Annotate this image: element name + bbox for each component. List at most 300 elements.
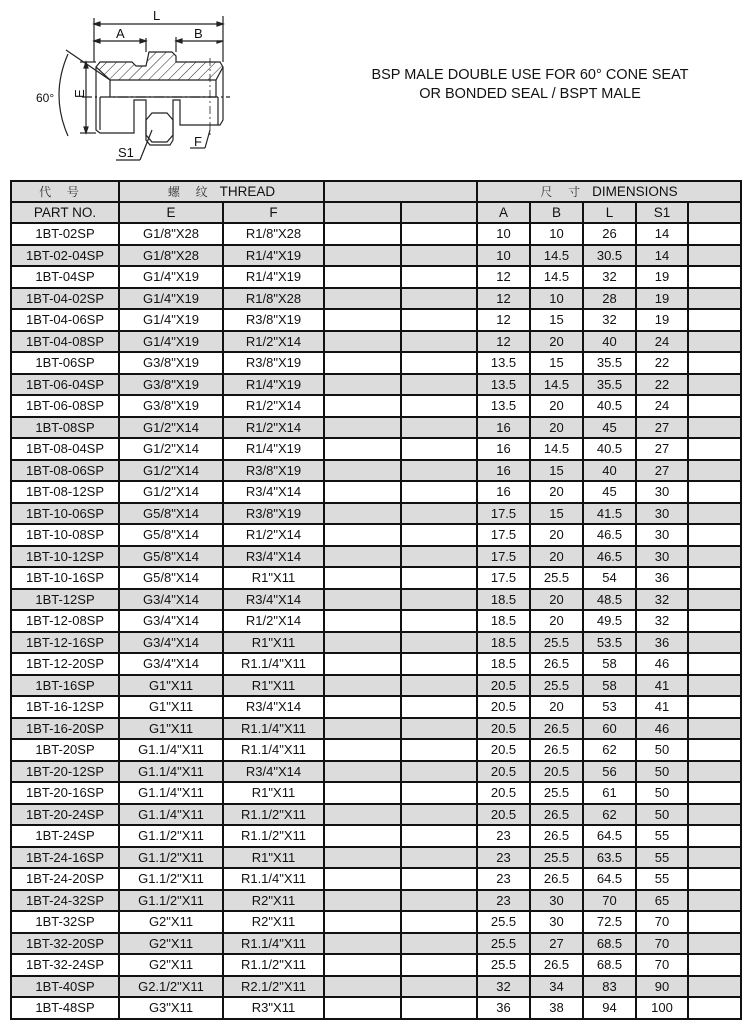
table-row <box>11 524 741 546</box>
table-row <box>11 825 741 847</box>
cell-s1: 50 <box>636 804 688 826</box>
cell-blank <box>401 825 477 847</box>
cell-s1: 14 <box>636 223 688 245</box>
cell-part: 1BT-10-06SP <box>11 503 119 525</box>
cell-e: G1/2"X14 <box>119 438 223 460</box>
cell-blank <box>688 782 741 804</box>
cell-s1: 50 <box>636 739 688 761</box>
table-row <box>11 847 741 869</box>
cell-a: 12 <box>477 288 530 310</box>
header-part-cn: 代 号 <box>11 181 119 202</box>
header-col-f: F <box>223 202 324 223</box>
label-angle: 60° <box>36 91 55 105</box>
cell-f: R1"X11 <box>223 847 324 869</box>
cell-blank <box>688 739 741 761</box>
cell-s1: 30 <box>636 524 688 546</box>
cell-e: G5/8"X14 <box>119 567 223 589</box>
cell-f: R3/4"X14 <box>223 481 324 503</box>
cell-blank <box>401 675 477 697</box>
cell-s1: 36 <box>636 567 688 589</box>
header-col-b: B <box>530 202 583 223</box>
cell-s1: 50 <box>636 782 688 804</box>
cell-e: G1.1/4"X11 <box>119 782 223 804</box>
cell-f: R1.1/2"X11 <box>223 825 324 847</box>
cell-blank <box>324 245 401 267</box>
cell-blank <box>688 245 741 267</box>
cell-part: 1BT-20-12SP <box>11 761 119 783</box>
cell-blank <box>324 868 401 890</box>
cell-blank <box>401 288 477 310</box>
cell-part: 1BT-04SP <box>11 266 119 288</box>
cell-l: 54 <box>583 567 636 589</box>
cell-l: 45 <box>583 417 636 439</box>
cell-blank <box>324 288 401 310</box>
cell-s1: 32 <box>636 589 688 611</box>
cell-a: 36 <box>477 997 530 1019</box>
cell-b: 27 <box>530 933 583 955</box>
cell-e: G1"X11 <box>119 696 223 718</box>
cell-part: 1BT-06-04SP <box>11 374 119 396</box>
cell-a: 10 <box>477 245 530 267</box>
table-row <box>11 546 741 568</box>
cell-a: 32 <box>477 976 530 998</box>
cell-b: 20 <box>530 481 583 503</box>
cell-blank <box>688 653 741 675</box>
cell-l: 53 <box>583 696 636 718</box>
cell-e: G1/2"X14 <box>119 417 223 439</box>
label-F: F <box>194 134 202 149</box>
cell-l: 46.5 <box>583 546 636 568</box>
cell-blank <box>324 739 401 761</box>
cell-a: 12 <box>477 331 530 353</box>
cell-blank <box>401 976 477 998</box>
cell-blank <box>401 481 477 503</box>
cell-b: 10 <box>530 223 583 245</box>
cell-part: 1BT-40SP <box>11 976 119 998</box>
table-row <box>11 739 741 761</box>
cell-e: G1"X11 <box>119 675 223 697</box>
cell-b: 26.5 <box>530 954 583 976</box>
cell-f: R2"X11 <box>223 890 324 912</box>
cell-blank <box>401 718 477 740</box>
header-col-l: L <box>583 202 636 223</box>
cell-e: G1.1/2"X11 <box>119 847 223 869</box>
cell-blank <box>401 266 477 288</box>
cell-part: 1BT-12-08SP <box>11 610 119 632</box>
cell-e: G1.1/4"X11 <box>119 761 223 783</box>
cell-b: 38 <box>530 997 583 1019</box>
cell-blank <box>688 352 741 374</box>
cell-blank <box>324 933 401 955</box>
cell-blank <box>401 653 477 675</box>
cell-blank <box>324 331 401 353</box>
cell-blank <box>324 546 401 568</box>
cell-f: R2"X11 <box>223 911 324 933</box>
cell-b: 20 <box>530 331 583 353</box>
cell-blank <box>324 524 401 546</box>
cell-part: 1BT-48SP <box>11 997 119 1019</box>
cell-blank <box>401 245 477 267</box>
cell-s1: 46 <box>636 718 688 740</box>
cell-part: 1BT-32SP <box>11 911 119 933</box>
cell-a: 17.5 <box>477 503 530 525</box>
cell-blank <box>688 266 741 288</box>
cell-s1: 70 <box>636 954 688 976</box>
cell-blank <box>401 933 477 955</box>
cell-part: 1BT-10-12SP <box>11 546 119 568</box>
cell-f: R1.1/4"X11 <box>223 868 324 890</box>
cell-a: 16 <box>477 417 530 439</box>
cell-l: 40.5 <box>583 438 636 460</box>
cell-blank <box>688 933 741 955</box>
cell-l: 58 <box>583 675 636 697</box>
cell-l: 28 <box>583 288 636 310</box>
cell-blank <box>401 331 477 353</box>
cell-f: R3/4"X14 <box>223 589 324 611</box>
table-row <box>11 954 741 976</box>
table-row <box>11 589 741 611</box>
cell-a: 16 <box>477 438 530 460</box>
header-blank-2 <box>401 202 477 223</box>
cell-blank <box>688 374 741 396</box>
table-row <box>11 610 741 632</box>
spec-table <box>10 180 742 1020</box>
fitting-drawing <box>30 0 240 170</box>
cell-blank <box>324 718 401 740</box>
cell-a: 23 <box>477 868 530 890</box>
cell-e: G1.1/2"X11 <box>119 890 223 912</box>
cell-a: 17.5 <box>477 546 530 568</box>
cell-l: 62 <box>583 804 636 826</box>
cell-l: 68.5 <box>583 954 636 976</box>
cell-blank <box>401 847 477 869</box>
cell-part: 1BT-32-20SP <box>11 933 119 955</box>
cell-s1: 22 <box>636 374 688 396</box>
header-col-a: A <box>477 202 530 223</box>
cell-b: 26.5 <box>530 718 583 740</box>
cell-e: G2"X11 <box>119 933 223 955</box>
cell-b: 26.5 <box>530 739 583 761</box>
table-row <box>11 997 741 1019</box>
cell-f: R1.1/4"X11 <box>223 653 324 675</box>
cell-blank <box>401 868 477 890</box>
cell-e: G3/4"X14 <box>119 610 223 632</box>
cell-blank <box>324 223 401 245</box>
cell-b: 20 <box>530 610 583 632</box>
cell-b: 20 <box>530 589 583 611</box>
cell-l: 53.5 <box>583 632 636 654</box>
cell-blank <box>324 847 401 869</box>
table-row <box>11 395 741 417</box>
cell-e: G1/4"X19 <box>119 331 223 353</box>
cell-s1: 19 <box>636 309 688 331</box>
cell-blank <box>688 868 741 890</box>
cell-e: G1.1/4"X11 <box>119 739 223 761</box>
cell-part: 1BT-24SP <box>11 825 119 847</box>
cell-blank <box>688 997 741 1019</box>
cell-blank <box>688 911 741 933</box>
cell-l: 61 <box>583 782 636 804</box>
cell-f: R1/4"X19 <box>223 266 324 288</box>
cell-blank <box>688 460 741 482</box>
cell-s1: 30 <box>636 481 688 503</box>
cell-l: 60 <box>583 718 636 740</box>
table-row <box>11 503 741 525</box>
cell-a: 20.5 <box>477 739 530 761</box>
cell-blank <box>324 503 401 525</box>
cell-blank <box>401 352 477 374</box>
cell-blank <box>401 739 477 761</box>
cell-a: 20.5 <box>477 718 530 740</box>
cell-blank <box>324 911 401 933</box>
cell-blank <box>324 309 401 331</box>
cell-blank <box>324 395 401 417</box>
table-row <box>11 632 741 654</box>
cell-s1: 100 <box>636 997 688 1019</box>
cell-b: 10 <box>530 288 583 310</box>
cell-s1: 19 <box>636 288 688 310</box>
cell-b: 20.5 <box>530 761 583 783</box>
cell-blank <box>324 696 401 718</box>
cell-b: 25.5 <box>530 847 583 869</box>
cell-f: R1.1/4"X11 <box>223 739 324 761</box>
cell-blank <box>688 890 741 912</box>
cell-blank <box>324 632 401 654</box>
cell-blank <box>401 503 477 525</box>
table-row <box>11 567 741 589</box>
cell-blank <box>324 417 401 439</box>
table-header <box>11 181 741 223</box>
cell-a: 17.5 <box>477 524 530 546</box>
cell-part: 1BT-04-06SP <box>11 309 119 331</box>
cell-part: 1BT-08SP <box>11 417 119 439</box>
table-row <box>11 266 741 288</box>
cell-part: 1BT-10-16SP <box>11 567 119 589</box>
cell-l: 41.5 <box>583 503 636 525</box>
cell-blank <box>688 546 741 568</box>
cell-e: G5/8"X14 <box>119 524 223 546</box>
cell-blank <box>688 417 741 439</box>
cell-blank <box>401 524 477 546</box>
cell-s1: 14 <box>636 245 688 267</box>
cell-e: G1/2"X14 <box>119 460 223 482</box>
cell-blank <box>324 438 401 460</box>
table-row <box>11 481 741 503</box>
cell-s1: 27 <box>636 460 688 482</box>
cell-a: 12 <box>477 266 530 288</box>
header-col-e: E <box>119 202 223 223</box>
cell-l: 68.5 <box>583 933 636 955</box>
cell-blank <box>401 911 477 933</box>
cell-s1: 30 <box>636 546 688 568</box>
cell-f: R1/2"X14 <box>223 417 324 439</box>
cell-blank <box>401 374 477 396</box>
cell-e: G1/2"X14 <box>119 481 223 503</box>
cell-l: 32 <box>583 266 636 288</box>
cell-b: 20 <box>530 395 583 417</box>
cell-part: 1BT-16SP <box>11 675 119 697</box>
cell-f: R1"X11 <box>223 675 324 697</box>
cell-a: 16 <box>477 460 530 482</box>
cell-s1: 32 <box>636 610 688 632</box>
cell-a: 17.5 <box>477 567 530 589</box>
cell-b: 20 <box>530 524 583 546</box>
cell-s1: 30 <box>636 503 688 525</box>
cell-l: 70 <box>583 890 636 912</box>
cell-part: 1BT-16-12SP <box>11 696 119 718</box>
cell-s1: 41 <box>636 675 688 697</box>
cell-e: G1.1/2"X11 <box>119 868 223 890</box>
cell-blank <box>401 460 477 482</box>
cell-f: R3/4"X14 <box>223 696 324 718</box>
cell-blank <box>688 632 741 654</box>
cell-a: 25.5 <box>477 933 530 955</box>
table-row <box>11 460 741 482</box>
table-row <box>11 352 741 374</box>
cell-s1: 27 <box>636 438 688 460</box>
label-A: A <box>116 26 125 41</box>
cell-e: G1"X11 <box>119 718 223 740</box>
cell-blank <box>324 997 401 1019</box>
cell-f: R3/4"X14 <box>223 546 324 568</box>
cell-b: 14.5 <box>530 266 583 288</box>
cell-blank <box>688 954 741 976</box>
cell-s1: 70 <box>636 911 688 933</box>
cell-f: R1.1/4"X11 <box>223 718 324 740</box>
cell-s1: 90 <box>636 976 688 998</box>
table-row <box>11 653 741 675</box>
cell-e: G1.1/4"X11 <box>119 804 223 826</box>
cell-f: R1/2"X14 <box>223 395 324 417</box>
cell-blank <box>688 223 741 245</box>
cell-blank <box>401 954 477 976</box>
cell-part: 1BT-04-08SP <box>11 331 119 353</box>
table-row <box>11 868 741 890</box>
cell-b: 25.5 <box>530 632 583 654</box>
cell-e: G5/8"X14 <box>119 503 223 525</box>
table-row <box>11 288 741 310</box>
cell-e: G1/4"X19 <box>119 288 223 310</box>
cell-blank <box>688 481 741 503</box>
cell-f: R1/4"X19 <box>223 438 324 460</box>
cell-a: 18.5 <box>477 653 530 675</box>
cell-blank <box>324 610 401 632</box>
cell-f: R3"X11 <box>223 997 324 1019</box>
cell-blank <box>401 546 477 568</box>
cell-e: G3/8"X19 <box>119 352 223 374</box>
cell-e: G1/8"X28 <box>119 223 223 245</box>
cell-blank <box>401 610 477 632</box>
cell-blank <box>401 890 477 912</box>
cell-e: G2"X11 <box>119 954 223 976</box>
cell-l: 35.5 <box>583 374 636 396</box>
cell-part: 1BT-12SP <box>11 589 119 611</box>
cell-b: 30 <box>530 911 583 933</box>
cell-blank <box>324 804 401 826</box>
cell-part: 1BT-24-32SP <box>11 890 119 912</box>
label-E: E <box>72 89 87 98</box>
cell-a: 16 <box>477 481 530 503</box>
cell-b: 26.5 <box>530 804 583 826</box>
cell-e: G2.1/2"X11 <box>119 976 223 998</box>
cell-e: G3/4"X14 <box>119 632 223 654</box>
cell-part: 1BT-24-20SP <box>11 868 119 890</box>
cell-s1: 55 <box>636 868 688 890</box>
label-S1: S1 <box>118 145 134 160</box>
cell-part: 1BT-02-04SP <box>11 245 119 267</box>
cell-f: R1/4"X19 <box>223 374 324 396</box>
cell-l: 63.5 <box>583 847 636 869</box>
cell-f: R1"X11 <box>223 632 324 654</box>
cell-blank <box>324 976 401 998</box>
cell-blank <box>688 847 741 869</box>
cell-e: G2"X11 <box>119 911 223 933</box>
cell-f: R1.1/2"X11 <box>223 804 324 826</box>
cell-l: 64.5 <box>583 868 636 890</box>
cell-blank <box>688 395 741 417</box>
cell-s1: 70 <box>636 933 688 955</box>
cell-blank <box>688 718 741 740</box>
cell-l: 48.5 <box>583 589 636 611</box>
cell-blank <box>401 395 477 417</box>
cell-a: 23 <box>477 847 530 869</box>
cell-l: 26 <box>583 223 636 245</box>
cell-blank <box>688 696 741 718</box>
table-row <box>11 331 741 353</box>
cell-l: 40 <box>583 460 636 482</box>
cell-blank <box>324 266 401 288</box>
cell-l: 56 <box>583 761 636 783</box>
cell-a: 25.5 <box>477 954 530 976</box>
cell-blank <box>324 675 401 697</box>
table-row <box>11 976 741 998</box>
cell-s1: 65 <box>636 890 688 912</box>
cell-blank <box>688 804 741 826</box>
cell-e: G1/4"X19 <box>119 309 223 331</box>
cell-blank <box>688 976 741 998</box>
cell-part: 1BT-06SP <box>11 352 119 374</box>
table-row <box>11 761 741 783</box>
cell-blank <box>324 954 401 976</box>
cell-e: G3"X11 <box>119 997 223 1019</box>
cell-part: 1BT-06-08SP <box>11 395 119 417</box>
cell-l: 58 <box>583 653 636 675</box>
table-row <box>11 417 741 439</box>
header-thread: 螺 纹 THREAD <box>119 181 324 202</box>
cell-blank <box>324 890 401 912</box>
table-row <box>11 223 741 245</box>
cell-blank <box>324 352 401 374</box>
cell-blank <box>324 825 401 847</box>
cell-f: R1/2"X14 <box>223 610 324 632</box>
table-row <box>11 911 741 933</box>
cell-a: 13.5 <box>477 352 530 374</box>
cell-s1: 55 <box>636 825 688 847</box>
cell-l: 64.5 <box>583 825 636 847</box>
cell-blank <box>324 782 401 804</box>
cell-blank <box>688 589 741 611</box>
cell-a: 20.5 <box>477 761 530 783</box>
cell-f: R1/8"X28 <box>223 288 324 310</box>
cell-b: 14.5 <box>530 438 583 460</box>
cell-e: G1/4"X19 <box>119 266 223 288</box>
cell-part: 1BT-04-02SP <box>11 288 119 310</box>
cell-f: R3/4"X14 <box>223 761 324 783</box>
cell-s1: 55 <box>636 847 688 869</box>
cell-a: 20.5 <box>477 675 530 697</box>
cell-s1: 24 <box>636 395 688 417</box>
cell-blank <box>401 309 477 331</box>
